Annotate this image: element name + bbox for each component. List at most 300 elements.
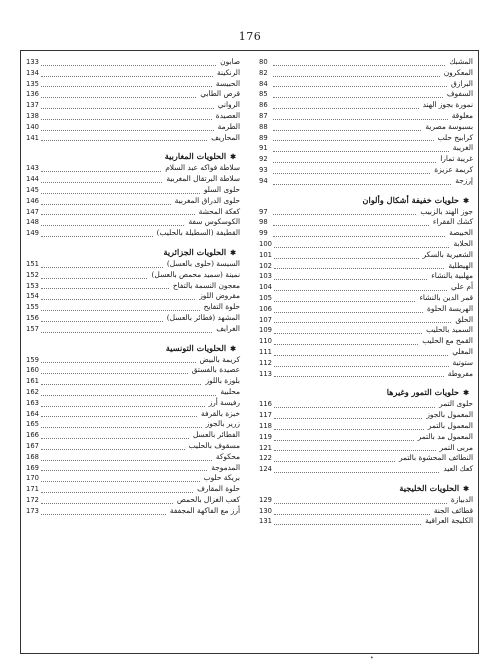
toc-entry[interactable] [259,207,473,218]
toc-entry-title: الرواني [217,100,240,110]
toc-entry-page: 149 [26,229,39,238]
toc-entry-page: 164 [26,409,39,418]
dot-leader [41,432,189,439]
toc-entry-title: المدموجة [211,462,240,472]
toc-entry[interactable] [259,506,473,517]
asterisk-icon: ✱ [463,195,469,205]
toc-entry[interactable] [26,89,240,100]
toc-entry-title: حلوى الدراق المغربية [174,195,240,205]
toc-entry-title: حلوى السلو [203,184,240,194]
dot-leader [41,378,202,385]
toc-entry-title: كعك العيد [443,464,473,474]
toc-entry-title: حلوة المقارف [197,484,240,494]
toc-entry-page: 82 [259,68,268,77]
toc-entry[interactable] [259,143,473,154]
toc-entry[interactable] [259,250,473,261]
dot-leader [41,59,216,66]
toc-entry[interactable] [26,122,240,133]
toc-entry-title: الشعيرية بالسكر [422,249,473,259]
toc-entry[interactable] [259,421,473,432]
toc-entry[interactable] [26,281,240,292]
toc-entry[interactable] [26,302,240,313]
dot-leader [274,306,423,313]
toc-entry-title: كعب الغزال بالحمص [176,494,240,504]
dot-leader [41,486,193,493]
toc-entry[interactable] [259,399,473,410]
toc-entry-title: المعكرون [443,67,473,77]
dot-leader [41,134,207,141]
toc-entry[interactable] [259,347,473,358]
toc-entry[interactable] [26,68,240,79]
toc-entry-title: جوز الهند بالزبيب [420,206,473,216]
dot-leader [41,70,213,77]
toc-entry[interactable] [26,463,240,474]
toc-entry-title: رفيسة أرز [208,397,240,407]
dot-leader [274,284,447,291]
toc-entry-page: 143 [26,164,39,173]
toc-entry-title: الحبيسة [215,78,240,88]
toc-entry[interactable] [259,293,473,304]
section-heading [259,385,473,399]
page-speck: • [370,655,374,662]
section-heading-text: الحلويات الخليجية [399,482,460,493]
toc-entry-title: المشبك [449,57,473,66]
toc-entry-page: 99 [259,229,268,238]
toc-entry-page: 105 [259,293,272,302]
dot-leader [41,91,196,98]
toc-entry[interactable] [259,410,473,421]
toc-entry-page: 141 [26,133,39,142]
toc-entry-title: الغريبة [452,143,473,153]
toc-entry[interactable] [259,133,473,144]
toc-entry-page: 118 [259,421,272,430]
toc-entry-page: 113 [259,369,272,378]
toc-entry-page: 173 [26,506,39,515]
toc-entry[interactable] [259,89,473,100]
toc-entry-title: محكوكة [215,451,240,461]
dot-leader [41,113,212,120]
dot-leader [273,59,445,66]
toc-entry-title: ستوتية [452,357,473,367]
dot-leader [41,400,205,407]
toc-entry[interactable] [26,57,240,68]
toc-entry[interactable] [26,355,240,366]
toc-entry-page: 121 [259,443,272,452]
dot-leader [273,113,448,120]
toc-entry[interactable] [26,387,240,398]
dot-leader [41,389,216,396]
toc-entry-page: 130 [259,506,272,515]
dot-leader [41,124,214,131]
dot-leader [41,282,169,289]
asterisk-icon: ✱ [463,388,469,398]
dot-leader [273,167,430,174]
asterisk-icon: ✱ [230,152,236,162]
dot-leader [41,508,166,515]
toc-entry[interactable] [259,154,473,165]
toc-entry-title: مقروض اللوز [199,291,240,301]
toc-entry[interactable] [259,239,473,250]
toc-entry-page: 109 [259,326,272,335]
dot-leader [274,423,424,430]
toc-entry-title: معلوقة [451,110,473,120]
toc-entry-page: 86 [259,101,268,110]
toc-entry-page: 93 [259,165,268,174]
toc-entry-page: 165 [26,420,39,429]
asterisk-icon: ✱ [463,483,469,493]
toc-entry-title: الدبيازة [450,494,473,504]
section-heading [26,149,240,163]
toc-entry[interactable] [26,133,240,144]
toc-entry[interactable] [259,79,473,90]
asterisk-icon: ✱ [230,247,236,257]
toc-entry-title: حلوة التفايح [203,302,240,312]
toc-entry-page: 160 [26,366,39,375]
toc-entry[interactable] [259,495,473,506]
toc-entry-page: 97 [259,207,268,216]
section-heading-text: الحلويات الجزائرية [163,246,227,257]
dot-leader [274,241,450,248]
toc-entry[interactable] [259,228,473,239]
toc-entry[interactable] [259,111,473,122]
toc-entry-title: معجون النسمة بالتفاح [172,280,240,290]
dot-leader [41,454,212,461]
toc-entry[interactable] [26,495,240,506]
toc-entry-title: صابون [220,57,240,66]
page-number: 176 [238,30,262,43]
dot-leader [41,356,196,363]
section-heading-text: الحلويات المغاربية [164,151,227,162]
toc-entry[interactable] [26,217,240,228]
toc-entry-page: 163 [26,398,39,407]
toc-entry-title: القطيفة (السطيلة بالحليب) [156,228,240,238]
toc-entry-title: حلوى التمر [439,399,473,409]
toc-entry[interactable] [259,369,473,380]
toc-entry[interactable] [26,324,240,335]
dot-leader [41,443,185,450]
toc-entry[interactable] [259,432,473,443]
toc-entry-title: المعمول مد بالتمر [417,431,473,441]
toc-entry-page: 110 [259,337,272,346]
dot-leader [274,295,415,302]
toc-entry-page: 80 [259,58,268,66]
toc-entry-title: المحاريف [211,132,240,142]
toc-entry-page: 156 [26,313,39,322]
toc-entry[interactable] [26,419,240,430]
toc-entry-title: سلاطة البرتقال المغربية [166,174,240,184]
dot-leader [273,124,421,131]
toc-entry-title: المشهد (فطائر بالعسل) [166,312,240,322]
toc-entry[interactable] [26,484,240,495]
toc-entry-page: 103 [259,272,272,281]
toc-entry-page: 137 [26,101,39,110]
toc-entry[interactable] [26,228,240,239]
dot-leader [274,466,439,473]
toc-entry-title: الخبيصة [449,228,473,238]
dot-leader [41,315,163,322]
toc-entry-title: القمح مع الحليب [422,336,473,346]
dot-leader [41,187,200,194]
toc-entry[interactable] [259,315,473,326]
toc-entry[interactable] [26,196,240,207]
toc-entry-title: خبزة بالقرفة [201,408,240,418]
dot-leader [41,326,212,333]
toc-entry-page: 102 [259,261,272,270]
toc-entry-title: مهلبية بالنشاء [431,271,473,281]
toc-entry-title: قمر الدين بالنشاء [419,292,473,302]
toc-entry-page: 124 [259,465,272,474]
dot-leader [273,134,434,141]
toc-entry[interactable] [26,441,240,452]
toc-entry[interactable] [26,313,240,324]
dot-leader [273,70,440,77]
toc-entry-title: كشك الفقراء [432,217,473,227]
toc-entry-page: 152 [26,270,39,279]
dot-leader [273,91,443,98]
toc-entry-page: 112 [259,358,272,367]
toc-entry[interactable] [26,79,240,90]
dot-leader [274,338,418,345]
toc-entry-title: البرازق [451,78,473,88]
toc-entry-title: محلبية [220,386,240,396]
toc-entry-page: 133 [26,58,39,66]
toc-entry[interactable] [259,271,473,282]
dot-leader [41,475,200,482]
dot-leader [273,208,416,215]
toc-entry-page: 116 [259,400,272,409]
toc-entry-title: الحلابة [453,238,473,248]
dot-leader [274,262,444,269]
toc-entry[interactable] [26,270,240,281]
toc-entry-title: كريمة عزيزة [434,164,473,174]
toc-entry-title: الهيطلية [448,260,473,270]
asterisk-icon: ✱ [230,343,236,353]
toc-entry-page: 85 [259,90,268,99]
toc-entry-page: 107 [259,315,272,324]
dot-leader [41,272,148,279]
toc-entry-page: 138 [26,111,39,120]
dot-leader [274,273,427,280]
toc-entry-page: 106 [259,304,272,313]
dot-leader [274,370,444,377]
toc-entry-page: 92 [259,155,268,164]
section-heading-text: حلويات خفيفة أشكال وألوان [362,194,460,205]
dot-leader [274,327,422,334]
toc-entry-page: 122 [259,454,272,463]
toc-entry-page: 172 [26,495,39,504]
toc-entry-page: 134 [26,68,39,77]
section-heading-text: الحلويات التونسية [165,342,227,353]
toc-entry-title: أرز مع الفاكهة المجففة [169,505,240,515]
toc-entry[interactable] [259,176,473,187]
toc-entry-title: السفوف [446,89,473,99]
toc-entry-page: 168 [26,452,39,461]
toc-entry-page: 136 [26,90,39,99]
dot-leader [273,178,451,185]
dot-leader [274,455,395,462]
dot-leader [274,252,419,259]
toc-entry-page: 89 [259,133,268,142]
toc-entry-page: 91 [259,144,268,153]
toc-entry[interactable] [259,68,473,79]
toc-entry[interactable] [26,473,240,484]
toc-entry-page: 131 [259,517,272,526]
toc-entry-title: قطائف الجنة [433,505,473,515]
toc-entry-title: الكليجة العراقية [425,516,473,526]
toc-entry[interactable] [26,174,240,185]
dot-leader [41,304,200,311]
section-heading-text: حلويات التمور وغيرها [386,387,460,398]
toc-entry-page: 117 [259,411,272,420]
toc-entry[interactable] [259,304,473,315]
toc-entry[interactable] [259,282,473,293]
dot-leader [274,444,436,451]
toc-entry[interactable] [26,506,240,517]
toc-entry[interactable] [26,376,240,387]
toc-entry[interactable] [259,261,473,272]
toc-entry[interactable] [259,325,473,336]
toc-entry-title: كرابيج حلب [437,132,473,142]
dot-leader [274,360,449,367]
dot-leader [41,165,161,172]
dot-leader [274,434,414,441]
toc-entry-page: 170 [26,474,39,483]
toc-entry-title: سلاطة فواكه عبد السلام [165,163,240,173]
toc-entry-title: السميد بالحليب [426,325,473,335]
toc-entry-title: الطرمة [217,121,240,131]
dot-leader [41,410,197,417]
dot-leader [41,497,173,504]
dot-leader [274,508,430,515]
toc-entry-title: الرنكينة [217,67,240,77]
dot-leader [273,102,419,109]
toc-entry[interactable] [259,336,473,347]
toc-entry-title: عصيدة بالفستق [191,365,240,375]
dot-leader [274,349,448,356]
toc-entry-page: 154 [26,292,39,301]
dot-leader [41,464,207,471]
toc-entry[interactable] [26,259,240,270]
dot-leader [274,412,422,419]
dot-leader [274,401,435,408]
toc-entry-page: 140 [26,122,39,131]
toc-entry-title: المعمول بالتمر [427,420,473,430]
section-heading [26,341,240,355]
toc-entry[interactable] [26,452,240,463]
dot-leader [41,198,171,205]
toc-entry-title: السيسة (حلوى بالعسل) [166,258,240,268]
toc-entry-page: 166 [26,431,39,440]
toc-entry-page: 101 [259,250,272,259]
toc-entry[interactable] [26,430,240,441]
toc-entry-title: مسقوف بالحليب [188,440,240,450]
dot-leader [41,102,214,109]
toc-entry[interactable] [259,464,473,475]
dot-leader [41,176,162,183]
toc-entry-title: الحلق [455,314,473,324]
dot-leader [273,145,449,152]
toc-entry-page: 159 [26,355,39,364]
toc-entry[interactable] [259,217,473,228]
toc-entry-page: 129 [259,495,272,504]
toc-entry-title: الغرايف [216,323,240,333]
toc-entry[interactable] [26,398,240,409]
toc-entry[interactable] [259,165,473,176]
toc-entry-page: 88 [259,122,268,131]
toc-entry-page: 153 [26,281,39,290]
toc-entry[interactable] [259,516,473,527]
toc-entry-page: 84 [259,79,268,88]
toc-entry[interactable] [259,453,473,464]
section-heading [259,193,473,207]
toc-entry-page: 144 [26,175,39,184]
toc-entry-title: كعكة المحشة [198,206,240,216]
dot-leader [41,293,195,300]
toc-entry-page: 146 [26,196,39,205]
toc-entry-title: أم علي [451,282,473,292]
toc-entry[interactable] [26,409,240,420]
toc-entry[interactable] [26,291,240,302]
toc-entry-page: 169 [26,463,39,472]
toc-entry-page: 100 [259,239,272,248]
toc-entry[interactable] [26,111,240,122]
toc-entry[interactable] [26,185,240,196]
dot-leader [274,497,447,504]
toc-entry-title: كريمة بالبيض [199,354,240,364]
toc-entry-page: 147 [26,207,39,216]
dot-leader [41,261,163,268]
toc-entry-title: المغلي [452,346,473,356]
toc-entry-title: بسبوسة مصرية [425,121,473,131]
dot-leader [41,208,195,215]
toc-entry[interactable] [26,100,240,111]
toc-entry[interactable] [26,207,240,218]
section-heading [26,245,240,259]
toc-entry-title: الكوسكوس سفة [188,217,240,227]
section-heading [259,481,473,495]
toc-entry[interactable] [26,365,240,376]
toc-entry[interactable] [259,100,473,111]
toc-entry[interactable] [259,122,473,133]
dot-leader [41,80,212,87]
contents-column-right [259,57,473,527]
toc-entry-title: بلوزة باللوز [205,376,240,386]
dot-leader [273,230,445,237]
toc-entry[interactable] [259,57,473,68]
dot-leader [41,367,188,374]
toc-entry-page: 151 [26,259,39,268]
toc-entry-title: المعمول بالجوز [426,410,473,420]
toc-entry[interactable] [26,163,240,174]
contents-frame [20,50,479,654]
toc-entry-page: 135 [26,79,39,88]
dot-leader [274,518,421,525]
contents-column-left [26,57,240,516]
toc-entry-page: 155 [26,303,39,312]
toc-entry-page: 161 [26,377,39,386]
toc-entry[interactable] [259,358,473,369]
toc-entry-title: الفطائر بالعسل [192,430,240,440]
toc-entry-page: 157 [26,324,39,333]
toc-entry[interactable] [259,443,473,454]
toc-entry-title: إرزجة [455,175,473,185]
dot-leader [273,80,447,87]
toc-entry-title: بريكة حلوب [203,473,240,483]
toc-entry-page: 162 [26,387,39,396]
toc-entry-page: 98 [259,218,268,227]
toc-entry-title: نمينة (سميد محمص بالعسل) [151,269,240,279]
toc-entry-page: 145 [26,185,39,194]
